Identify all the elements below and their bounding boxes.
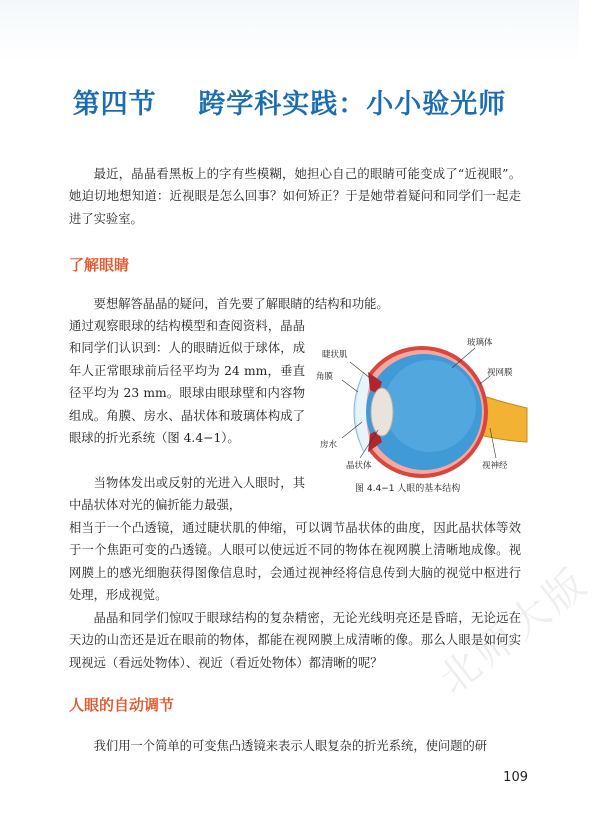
section1-paragraph-4: 晶晶和同学们惊叹于眼球结构的复杂精密，无论光线明亮还是昏暗，无论远在天边的山峦还是近在眼前的物体，都能在视网膜上成清晰的像。那么人眼是如何实现视远（看远处物体）、视近（看近处物体）都清晰的呢？ bbox=[69, 611, 521, 670]
cornea-label: 角膜 bbox=[316, 372, 334, 382]
section2-paragraph-1: 我们用一个简单的可变焦凸透镜来表示人眼复杂的折光系统，使问题的研 bbox=[93, 739, 488, 753]
page-number: 109 bbox=[503, 770, 528, 785]
aqueous-humor-label: 房水 bbox=[320, 440, 338, 450]
page-title: 第四节 跨学科实践：小小验光师 bbox=[72, 89, 507, 120]
section1-paragraph-3-rest: 相当于一个凸透镜，通过睫状肌的伸缩，可以调节晶状体的曲度，因此晶状体等效于一个焦距可变的凸透镜。人眼可以使远近不同的物体在视网膜上清晰地成像。视网膜上的感光细胞获得图像信息时，会通过视神经将信息传到大脑的视觉中枢进行处理，形成视觉。 bbox=[69, 521, 521, 603]
section1-paragraph-2: 通过观察眼球的结构模型和查阅资料，晶晶和同学们认识到：人的眼睛近似于球体，成年人正常眼球前后径平均为 24 mm，垂直径平均为 23 mm。眼球由眼球壁和内容物组成。角膜、房水、晶状体和玻璃体构成了眼球的折光系统（图 4.4−1）。 bbox=[69, 319, 305, 446]
eye-structure-figure bbox=[312, 330, 527, 500]
optic-nerve-label: 视神经 bbox=[482, 461, 508, 471]
retina-label: 视网膜 bbox=[487, 368, 513, 378]
section1-paragraph-3-start: 当物体发出或反射的光进入人眼时，其中晶状体对光的偏折能力最强， bbox=[69, 476, 305, 513]
vitreous-label: 玻璃体 bbox=[467, 338, 493, 348]
publisher-watermark: 北师大版 bbox=[430, 558, 598, 704]
intro-paragraph: 最近，晶晶看黑板上的字有些模糊，她担心自己的眼睛可能变成了“近视眼”。她迫切地想知道：近视眼是怎么回事？如何矫正？于是她带着疑问和同学们一起走进了实验室。 bbox=[69, 167, 521, 226]
lens-shape bbox=[371, 388, 393, 436]
section-heading-understand-eye: 了解眼睛 bbox=[69, 256, 130, 274]
lens-label: 晶状体 bbox=[346, 461, 372, 471]
figure-caption: 图 4.4−1 人眼的基本结构 bbox=[355, 484, 461, 494]
section1-paragraph-1: 要想解答晶晶的疑问，首先要了解眼睛的结构和功能。 bbox=[93, 297, 389, 311]
section-heading-auto-adjust: 人眼的自动调节 bbox=[69, 696, 175, 714]
top-band bbox=[0, 0, 579, 62]
ciliary-muscle-label: 睫状肌 bbox=[322, 350, 348, 360]
